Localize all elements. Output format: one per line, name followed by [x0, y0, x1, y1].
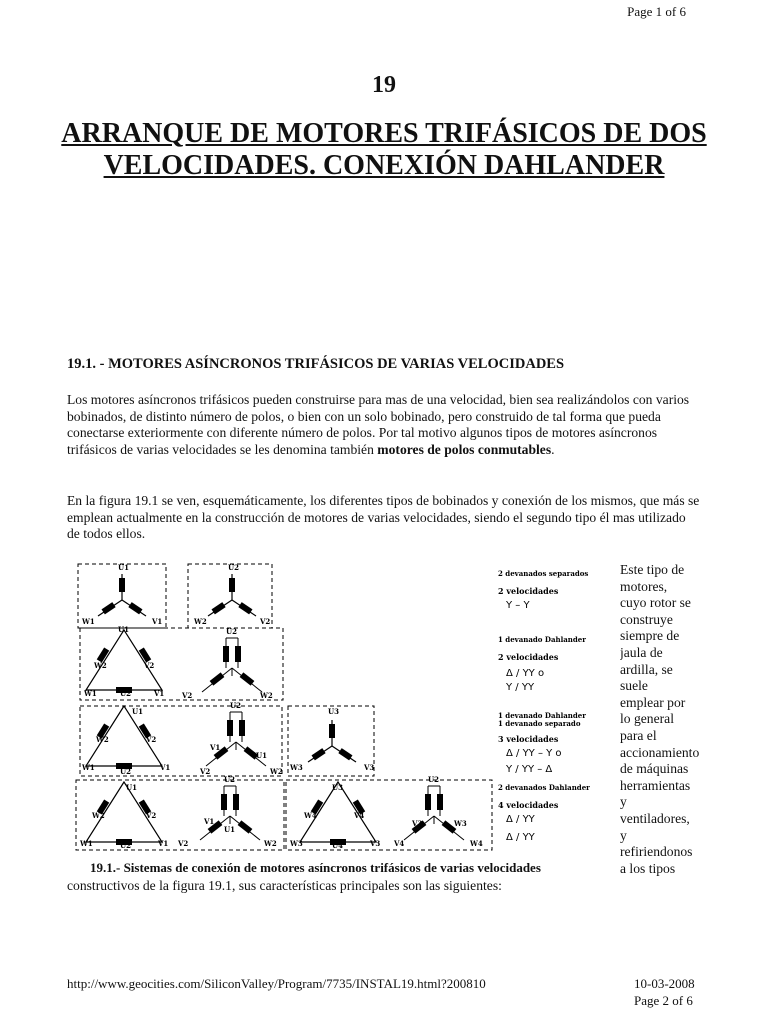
svg-text:V4: V4 [354, 811, 365, 820]
svg-text:U2: U2 [228, 563, 239, 572]
side-text [620, 562, 710, 877]
paragraph-1-bold: motores de polos conmutables [377, 441, 552, 457]
svg-text:U1: U1 [118, 625, 129, 634]
footer-page-number: Page 2 of 6 [634, 993, 693, 1008]
legend-3-line2: 3 velocidades [498, 734, 559, 744]
side-line: ventiladores, [620, 810, 690, 826]
side-line: a los tipos [620, 860, 676, 876]
side-line: y [620, 794, 627, 810]
svg-text:W2: W2 [260, 691, 273, 700]
svg-text:W4: W4 [470, 839, 483, 848]
svg-text:W3: W3 [454, 819, 467, 828]
svg-text:V3: V3 [412, 819, 423, 828]
svg-text:V2: V2 [182, 691, 193, 700]
svg-text:W2: W2 [270, 767, 283, 776]
svg-text:U3: U3 [332, 783, 343, 792]
svg-text:U4: U4 [332, 841, 343, 850]
legend-1-line1: 2 devanados separados [498, 569, 589, 578]
svg-text:U2: U2 [120, 767, 131, 776]
svg-text:W2: W2 [96, 735, 109, 744]
side-line: y [620, 827, 627, 843]
svg-text:W3: W3 [290, 763, 303, 772]
side-line: jaula de [620, 644, 663, 660]
svg-text:U1: U1 [256, 751, 267, 760]
svg-text:U2: U2 [120, 689, 131, 698]
side-line: Este tipo de [620, 562, 685, 577]
svg-text:V2: V2 [146, 811, 157, 820]
svg-text:V1: V1 [204, 817, 215, 826]
svg-text:V2: V2 [200, 767, 211, 776]
paragraph-1 [67, 392, 701, 458]
side-line: motores, [620, 578, 668, 594]
legend-3-symbol-2: Y / YY – Δ [506, 764, 553, 775]
paragraph-1-text: Los motores asíncronos trifásicos pueden construirse para mas de una velocidad, bien sea realizándolos con varios bobinados, de distinto número de polos, o bien con un solo bobinado, pero construido de tal forma que pueda conectarse exteriormente con diferente número de polos. Por tal motivo algunos tipos de motores asíncronos trifásicos de varias velocidades se les denomina también [67, 392, 690, 457]
paragraph-1-end: . [551, 441, 555, 457]
paragraph-after-figure: constructivos de la figura 19.1, sus características principales son las siguientes: [67, 878, 502, 893]
svg-text:V1: V1 [154, 689, 165, 698]
svg-text:W1: W1 [80, 839, 93, 848]
svg-text:V2: V2 [144, 661, 155, 670]
legend-2-line1: 1 devanado Dahlander [498, 635, 586, 644]
side-line: herramientas [620, 777, 691, 793]
legend-3-line1b: 1 devanado separado [498, 719, 581, 728]
svg-text:W2: W2 [94, 661, 107, 670]
legend-1-line2: 2 velocidades [498, 586, 559, 596]
svg-text:V3: V3 [370, 839, 381, 848]
svg-text:U1: U1 [126, 783, 137, 792]
svg-text:V2: V2 [178, 839, 189, 848]
svg-text:U1: U1 [132, 707, 143, 716]
legend-3-line1: 1 devanado Dahlander [498, 711, 586, 720]
connection-diagram [74, 560, 614, 858]
svg-text:U3: U3 [328, 707, 339, 716]
svg-text:W4: W4 [304, 811, 317, 820]
side-line: construye [620, 611, 673, 627]
side-line: cuyo rotor se [620, 595, 691, 611]
chapter-title: ARRANQUE DE MOTORES TRIFÁSICOS DE DOS VELOCIDADES. CONEXIÓN DAHLANDER [61, 118, 707, 181]
side-line: de máquinas [620, 761, 689, 777]
side-line: para el [620, 727, 657, 743]
svg-text:W1: W1 [82, 617, 95, 626]
side-line: siempre de [620, 628, 680, 644]
legend-2-symbol-2: Y / YY [506, 682, 535, 693]
svg-text:U2: U2 [120, 841, 131, 850]
figure-caption: 19.1.- Sistemas de conexión de motores asíncronos trifásicos de varias velocidades [90, 860, 541, 875]
svg-text:V1: V1 [152, 617, 163, 626]
svg-text:W2: W2 [264, 839, 277, 848]
svg-text:V4: V4 [394, 839, 405, 848]
chapter-number: 19 [372, 72, 396, 98]
svg-text:W3: W3 [290, 839, 303, 848]
side-line: emplear por [620, 694, 686, 710]
svg-text:W1: W1 [84, 689, 97, 698]
side-line: suele [620, 678, 648, 694]
svg-text:V1: V1 [210, 743, 221, 752]
page-number-top: Page 1 of 6 [627, 4, 686, 19]
legend-2-line2: 2 velocidades [498, 652, 559, 662]
legend-1-symbol: Y – Y [506, 600, 530, 611]
svg-text:W2: W2 [194, 617, 207, 626]
legend-4-symbol-2: Δ / YY [506, 832, 535, 843]
footer-date: 10-03-2008 [634, 976, 695, 991]
svg-text:U1: U1 [224, 825, 235, 834]
svg-text:V1: V1 [158, 839, 169, 848]
paragraph-2: En la figura 19.1 se ven, esquemáticamente, los diferentes tipos de bobinados y conexión de los mismos, que más se emplean actualmente en la construcción de motores de varias velocidades, siendo el segundo tipo él mas utilizado de todos ellos. [67, 493, 700, 541]
legend-4-line2: 4 velocidades [498, 800, 559, 810]
side-line: refiriendonos [620, 844, 693, 860]
svg-text:V3: V3 [364, 763, 375, 772]
side-line: accionamiento [620, 744, 700, 760]
svg-text:W1: W1 [82, 763, 95, 772]
svg-text:V2: V2 [260, 617, 271, 626]
svg-text:V2: V2 [146, 735, 157, 744]
side-line: ardilla, se [620, 661, 673, 677]
svg-text:V1: V1 [160, 763, 171, 772]
section-heading: 19.1. - MOTORES ASÍNCRONOS TRIFÁSICOS DE VARIAS VELOCIDADES [67, 356, 565, 372]
legend-4-symbol: Δ / YY [506, 814, 535, 825]
svg-text:W2: W2 [92, 811, 105, 820]
side-line: lo general [620, 711, 674, 727]
legend-2-symbol: Δ / YY o [506, 668, 545, 679]
legend-4-line1: 2 devanados Dahlander [498, 783, 590, 792]
svg-text:U1: U1 [118, 563, 129, 572]
legend-3-symbol: Δ / YY – Y o [506, 748, 562, 759]
footer-url: http://www.geocities.com/SiliconValley/Program/7735/INSTAL19.html?200810 [67, 976, 486, 991]
